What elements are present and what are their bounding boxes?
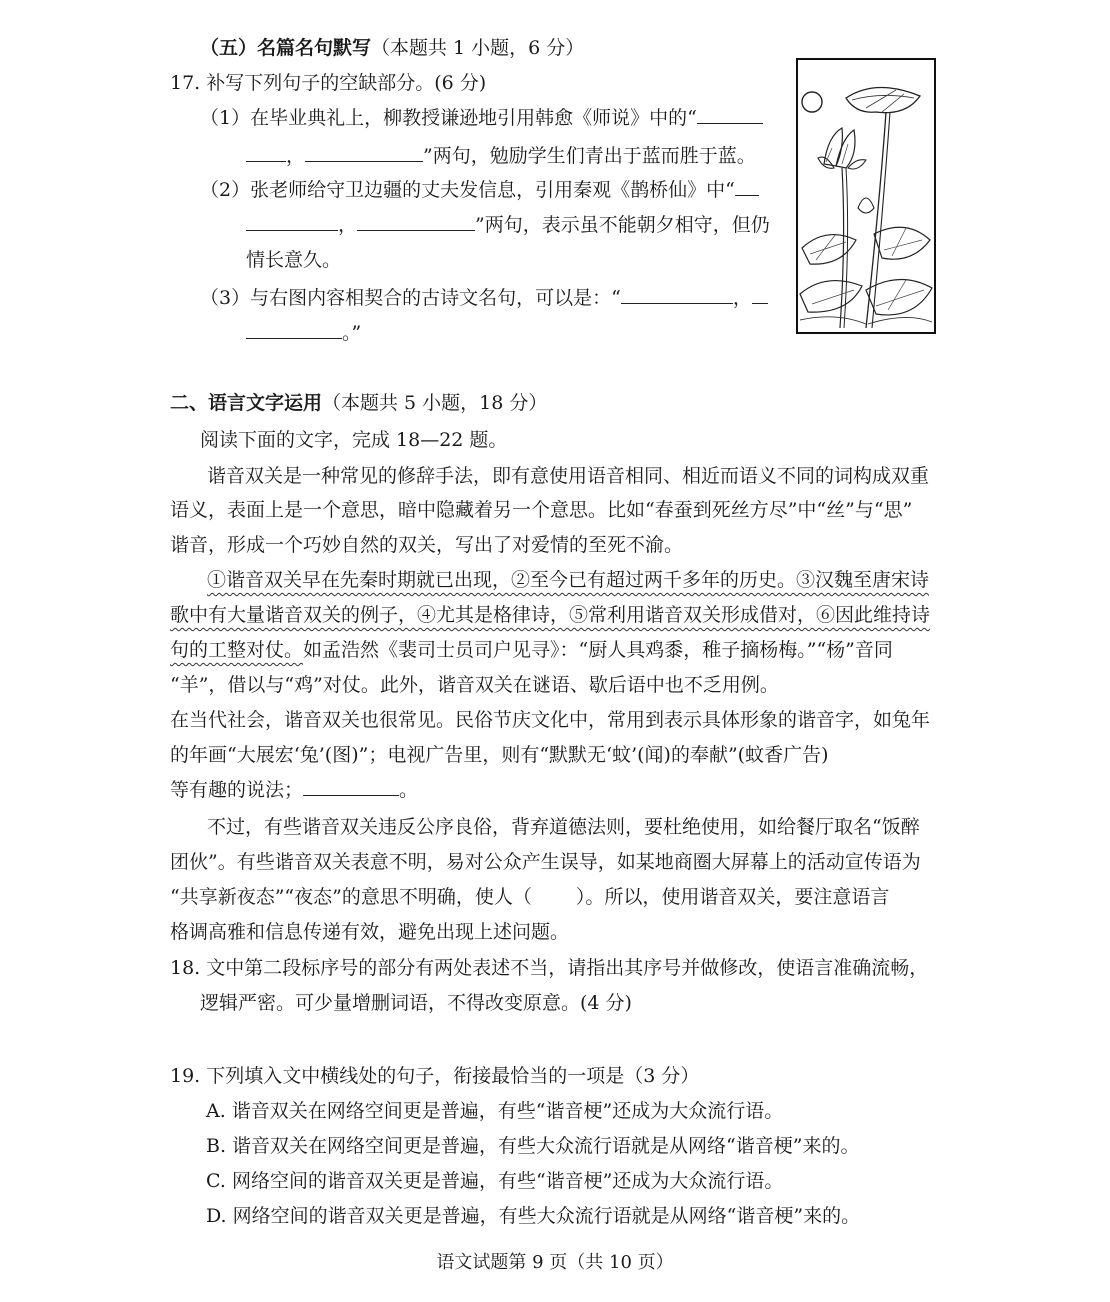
passage-line: 团伙”。有些谐音双关表意不明，易对公众产生误导，如某地商圈大屏幕上的活动宣传语为 [170, 851, 921, 873]
comma: ， [338, 214, 358, 236]
section2-heading [170, 390, 547, 416]
section2-title: 二、语言文字运用 [170, 392, 323, 414]
q17-part1-text-end: ”两句，勉励学生们青出于蓝而胜于蓝。 [423, 145, 756, 167]
passage-line: 在当代社会，谐音双关也很常见。民俗节庆文化中，常用到表示具体形象的谐音字，如兔年 [170, 709, 931, 731]
q17-part1-line2 [246, 143, 756, 169]
answer-blank[interactable] [752, 285, 768, 304]
answer-blank[interactable] [305, 143, 423, 162]
comma: ， [286, 145, 306, 167]
section5-note: （本题共 1 小题，6 分） [371, 37, 585, 59]
section2-note: （本题共 5 小题，18 分） [322, 392, 548, 414]
q17-part1-text: （1）在毕业典礼上，柳教授谦逊地引用韩愈《师说》中的“ [200, 107, 697, 129]
passage-line: 语义，表面上是一个意思，暗中隐藏着另一个意思。比如“春蚕到死丝方尽”中“丝”与“思” [170, 499, 913, 521]
q17-part2-line1 [200, 177, 759, 203]
q17-part2-line2 [246, 212, 770, 238]
passage-text: “共享新夜态”“夜态”的意思不明确，使人（ [170, 886, 532, 908]
q19-option-a[interactable]: A. 谐音双关在网络空间更是普遍，有些“谐音梗”还成为大众流行语。 [206, 1100, 784, 1122]
passage-line [170, 884, 889, 910]
passage-line: 谐音双关是一种常见的修辞手法，即有意使用语音相同、相近而语义不同的词构成双重 [207, 465, 930, 487]
q17-part2-line3: 情长意久。 [246, 249, 342, 271]
section5-heading [200, 35, 584, 61]
passage-line: 的年画“大展宏‘兔’(图)”；电视广告里，则有“默默无‘蚊’(闻)的奉献”(蚊香广告) [170, 744, 829, 766]
q17-part3-line2 [246, 320, 361, 346]
passage-line: “羊”，借以与“鸡”对仗。此外，谐音双关在谜语、歇后语中也不乏用例。 [170, 674, 779, 696]
q19-stem: 19. 下列填入文中横线处的句子，衔接最恰当的一项是（3 分） [170, 1065, 700, 1087]
section5-title: （五）名篇名句默写 [200, 37, 372, 59]
q17-part2-text-end: ”两句，表示虽不能朝夕相守，但仍 [475, 214, 770, 236]
passage-blank[interactable] [303, 777, 399, 796]
answer-blank[interactable] [621, 285, 733, 304]
passage-text: 如孟浩然《裴司士员司户见寻》：“厨人具鸡黍，稚子摘杨梅。”“杨”音同 [303, 639, 893, 661]
q17-part3-line1 [200, 285, 768, 311]
page-footer: 语文试题第 9 页（共 10 页） [436, 1252, 674, 1273]
passage-line: 不过，有些谐音双关违反公序良俗，背弃道德法则，要杜绝使用，如给餐厅取名“饭醉 [207, 816, 920, 838]
answer-blank[interactable] [357, 212, 475, 231]
q17-part3-text-end: 。” [342, 322, 362, 344]
q17-part2-text: （2）张老师给守卫边疆的丈夫发信息，引用秦观《鹊桥仙》中“ [200, 179, 735, 201]
passage-line-underlined: ①谐音双关早在先秦时期就已出现，②至今已有超过两千多年的历史。③汉魏至唐宋诗 [207, 569, 930, 591]
answer-blank[interactable] [246, 143, 286, 162]
q18-line1: 18. 文中第二段标序号的部分有两处表述不当，请指出其序号并做修改，使语言准确流畅， [170, 957, 929, 979]
q17-part3-text: （3）与右图内容相契合的古诗文名句，可以是：“ [200, 287, 621, 309]
reading-intro: 阅读下面的文字，完成 18—22 题。 [200, 429, 508, 451]
answer-blank[interactable] [246, 320, 342, 339]
q17-part1-line1 [200, 105, 763, 131]
passage-line [170, 777, 418, 803]
lotus-illustration [796, 58, 936, 334]
q18-line2: 逻辑严密。可少量增删词语，不得改变原意。(4 分) [200, 992, 632, 1014]
q19-option-d[interactable]: D. 网络空间的谐音双关更是普遍，有些大众流行语就是从网络“谐音梗”来的。 [206, 1205, 861, 1227]
passage-text: 等有趣的说法； [170, 779, 304, 801]
q19-option-c[interactable]: C. 网络空间的谐音双关更是普遍，有些“谐音梗”还成为大众流行语。 [206, 1170, 784, 1192]
answer-blank[interactable] [246, 212, 338, 231]
answer-blank[interactable] [735, 177, 759, 196]
passage-line: 谐音，形成一个巧妙自然的双关，写出了对爱情的至死不渝。 [170, 534, 684, 556]
comma: ， [732, 287, 752, 309]
underlined-text: 句的工整对仗。 [170, 639, 304, 661]
period: 。 [399, 779, 419, 801]
answer-blank[interactable] [697, 105, 763, 124]
passage-line-underlined: 歌中有大量谐音双关的例子，④尤其是格律诗，⑤常利用谐音双关形成借对，⑥因此维持诗 [170, 604, 931, 626]
q19-option-b[interactable]: B. 谐音双关在网络空间更是普遍，有些大众流行语就是从网络“谐音梗”来的。 [206, 1135, 860, 1157]
passage-line [170, 637, 893, 663]
passage-line: 格调高雅和信息传递有效，避免出现上述问题。 [170, 921, 570, 943]
q17-stem: 17. 补写下列句子的空缺部分。(6 分) [170, 72, 487, 94]
passage-text: ）。所以，使用谐音双关，要注意语言 [575, 886, 890, 908]
